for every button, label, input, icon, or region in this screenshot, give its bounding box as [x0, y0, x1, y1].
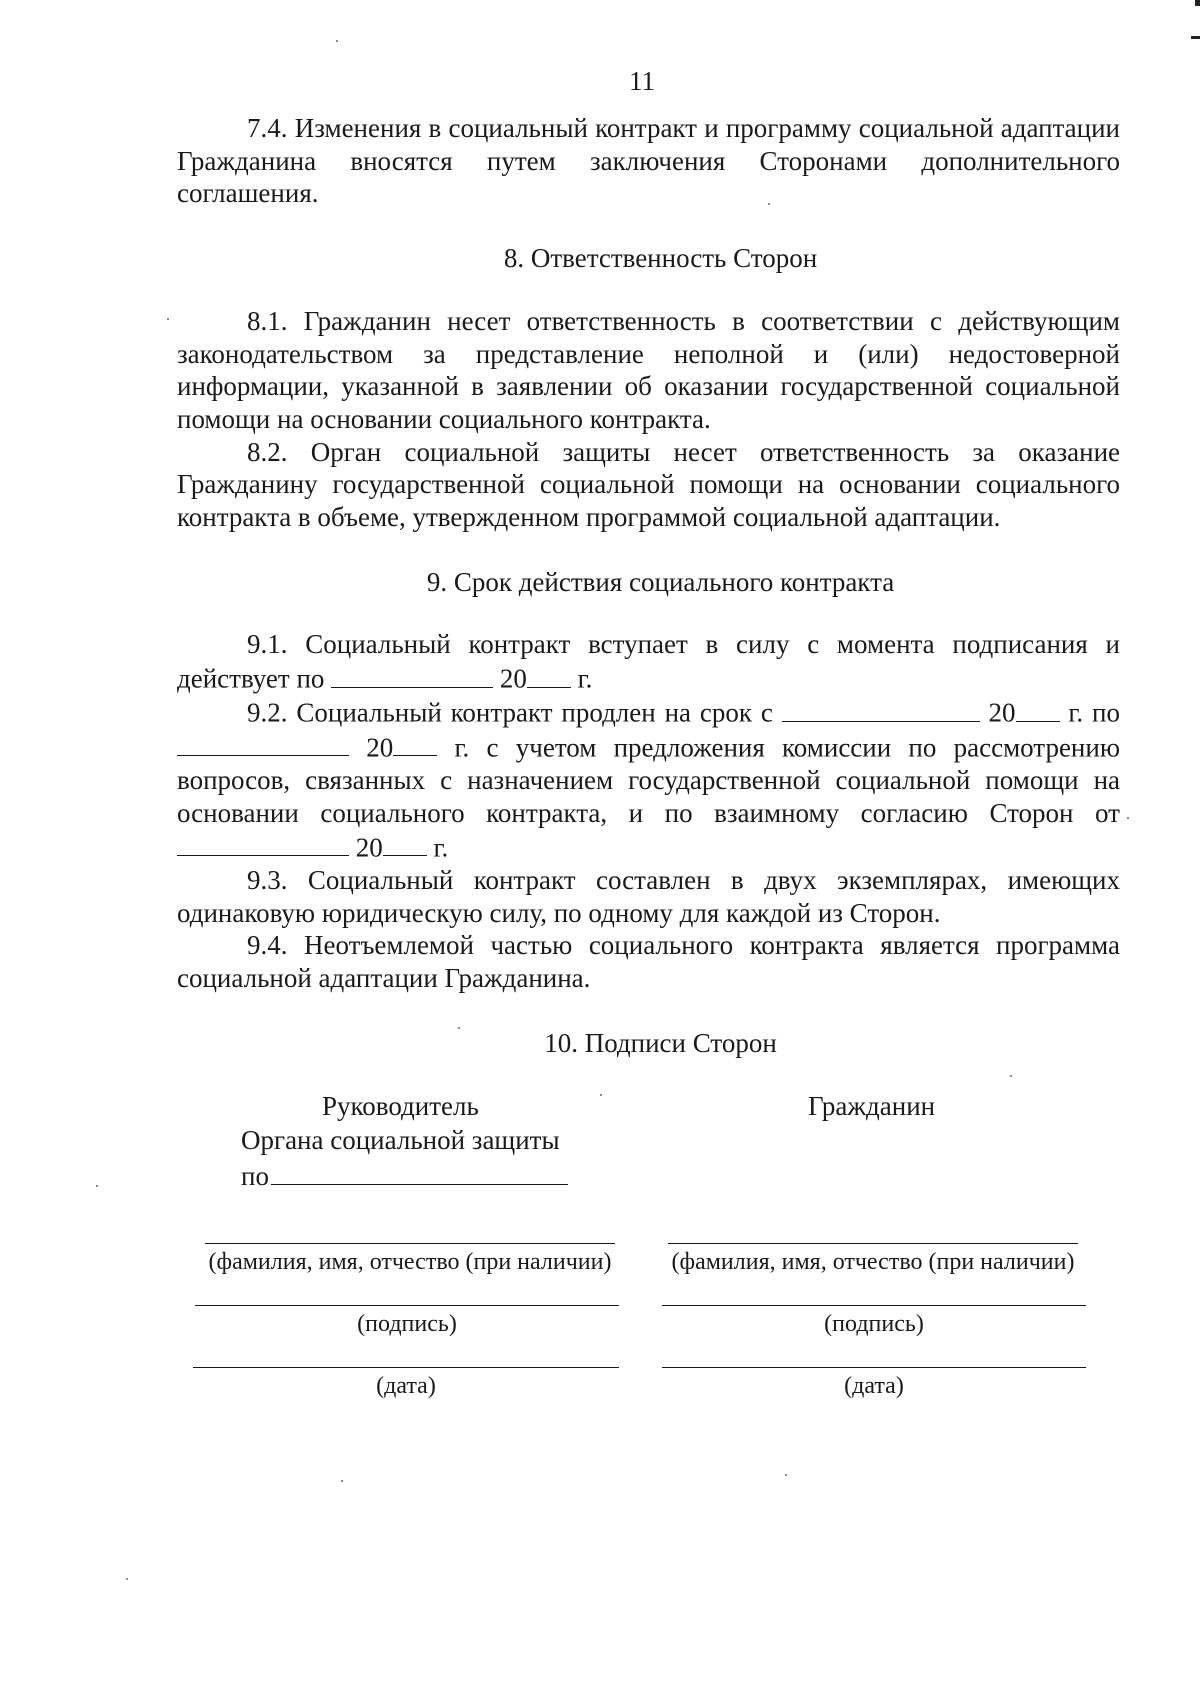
blank-field [177, 830, 349, 857]
scan-edge-mark [1195, 0, 1200, 6]
scan-speck [341, 1480, 343, 1482]
scan-speck [458, 1027, 460, 1029]
blank-field [177, 730, 349, 757]
right-name-caption: (фамилия, имя, отчество (при наличии) [671, 1249, 1075, 1275]
po-label: по [241, 1161, 269, 1191]
signatory-left-organization: Органа социальной защиты [241, 1125, 560, 1155]
section-8-heading: 8. Ответственность Сторон [503, 243, 818, 274]
signatory-left-po [241, 1157, 568, 1193]
paragraph-9-1-text: 9.1. Социальный контракт вступает в силу с момента подписания и действует по [177, 629, 1120, 694]
scan-speck [167, 318, 169, 320]
left-signature-caption: (подпись) [357, 1311, 457, 1337]
blank-field [393, 730, 437, 757]
right-signature-caption: (подпись) [824, 1311, 924, 1337]
left-date-caption: (дата) [376, 1373, 436, 1399]
signatory-right-title: Гражданин [808, 1091, 936, 1121]
left-name-caption: (фамилия, имя, отчество (при наличии) [208, 1249, 612, 1275]
left-name-line [205, 1243, 615, 1244]
left-date-line [193, 1367, 619, 1368]
section-10-heading: 10. Подписи Сторон [544, 1027, 777, 1058]
scan-speck [1010, 1075, 1012, 1077]
scan-speck [1127, 817, 1129, 819]
scan-speck [768, 203, 770, 205]
page-number: 11 [629, 66, 655, 96]
right-name-line [668, 1243, 1078, 1244]
paragraph-8-2: 8.2. Орган социальной защиты несет ответственность за оказание Гражданину государственной социальной помощи на основании социального контракта в объеме, утвержденном программой социальной адаптации. [177, 436, 1120, 533]
right-date-caption: (дата) [844, 1373, 904, 1399]
scan-speck [600, 1094, 602, 1096]
paragraph-9-1 [177, 628, 1120, 695]
paragraph-9-2-text: 9.2. Социальный контракт продлен на срок с [247, 698, 773, 729]
paragraph-9-4: 9.4. Неотъемлемой частью социального контракта является программа социальной адаптации Гражданина. [177, 930, 1120, 994]
year-prefix: 20 [499, 663, 527, 694]
left-signature-line [195, 1305, 619, 1306]
year-prefix: 20 [988, 698, 1016, 729]
po-blank-line [271, 1157, 568, 1185]
scan-speck [336, 40, 338, 42]
year-suffix: г. [577, 663, 593, 694]
year-prefix: 20 [355, 832, 383, 863]
blank-field [527, 661, 571, 688]
blank-field [331, 661, 493, 688]
scan-speck [785, 1474, 787, 1476]
right-date-line [662, 1367, 1086, 1368]
scan-speck [96, 1185, 98, 1187]
blank-field [383, 830, 427, 857]
paragraph-7-4: 7.4. Изменения в социальный контракт и программу социальной адаптации Гражданина вносятся путем заключения Сторонами дополнительного соглашения. [177, 113, 1120, 209]
paragraph-9-2 [177, 695, 1120, 863]
blank-field [782, 695, 980, 722]
section-9-heading: 9. Срок действия социального контракта [426, 566, 895, 597]
year-prefix: 20 [366, 732, 394, 763]
scan-edge-mark [1191, 36, 1200, 39]
year-suffix: г. [433, 832, 449, 863]
paragraph-9-3: 9.3. Социальный контракт составлен в двух экземплярах, имеющих одинаковую юридическую силу, по одному для каждой из Сторон. [177, 864, 1120, 928]
scan-speck [126, 1578, 128, 1580]
year-suffix: г. по [1068, 698, 1120, 729]
signatory-left-title: Руководитель [322, 1091, 479, 1121]
blank-field [1016, 695, 1060, 722]
paragraph-8-1: 8.1. Гражданин несет ответственность в соответствии с действующим законодательством за представление неполной и (или) недостоверной информации, указанной в заявлении об оказании государственной социальной помощи на основании социального контракта. [177, 305, 1120, 434]
right-signature-line [662, 1305, 1086, 1306]
paragraph-9-2-continuation: г. с учетом предложения комиссии по рассмотрению вопросов, связанных с назначением государственной социальной помощи на основании социального контракта, и по взаимному согласию Сторон от [177, 732, 1120, 828]
document-body [177, 112, 1120, 1059]
